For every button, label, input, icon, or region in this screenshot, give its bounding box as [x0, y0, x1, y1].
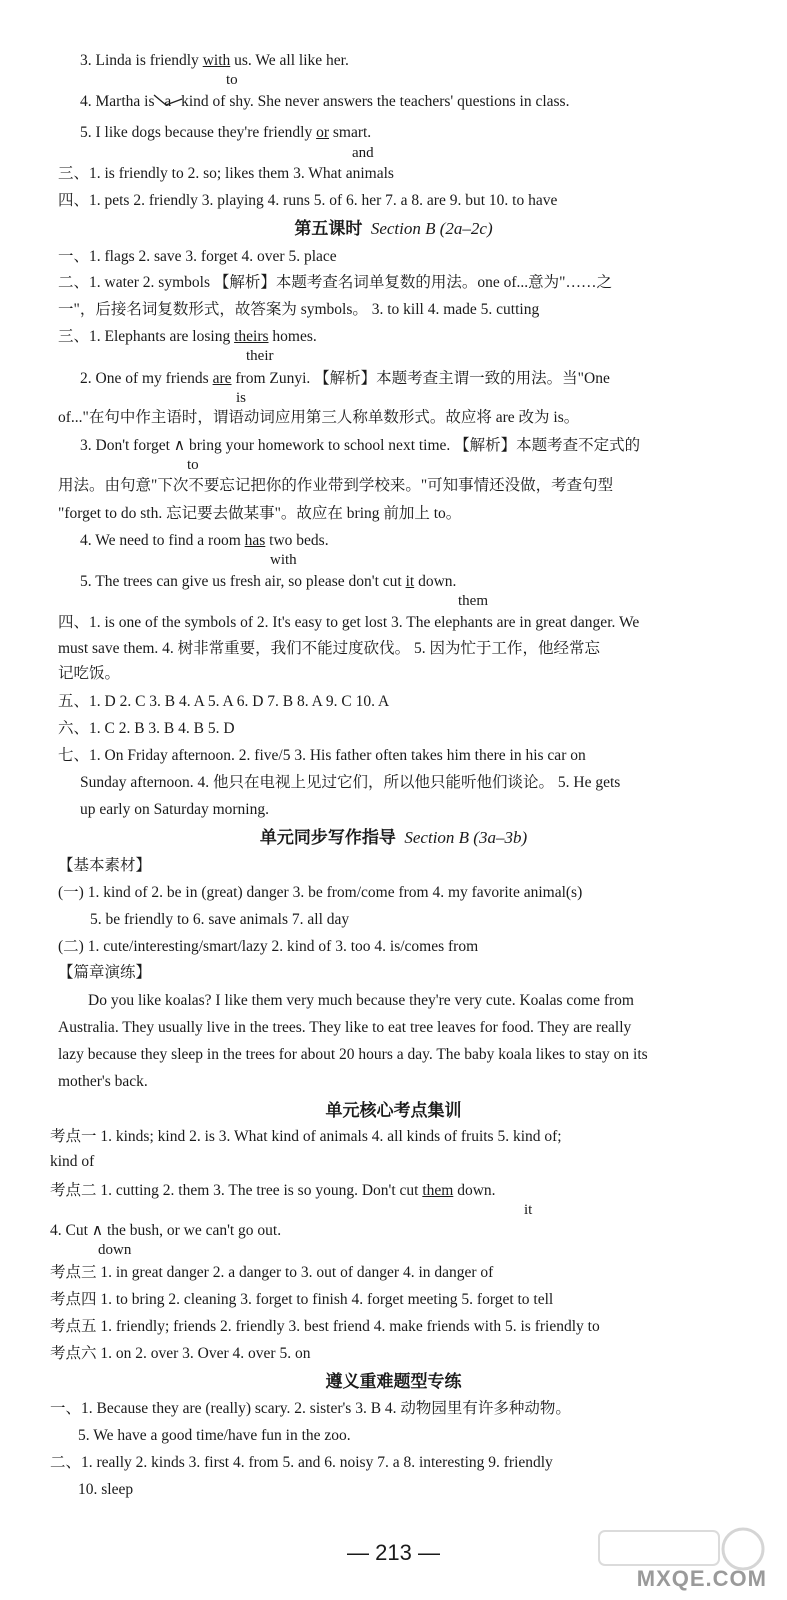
answer-line: of..."在句中作主语时，谓语动词应用第三人称单数形式。故应将 are 改为 is。: [58, 409, 580, 426]
answer-line: kind of: [50, 1153, 95, 1170]
line-text: from Zunyi. 【解析】本题考查主谓一致的用法。当"One: [235, 370, 610, 387]
line-text: us. We all like her.: [234, 52, 349, 69]
correction-word: it: [524, 1202, 533, 1218]
subsection-heading: 【基本素材】: [58, 857, 152, 874]
line-text: 4. Martha is: [80, 93, 155, 110]
deleted-word: a: [158, 93, 181, 110]
answer-line: must save them. 4. 树非常重要，我们不能过度砍伐。 5. 因为忙于工作，他经常忘: [58, 640, 601, 657]
line-text: 5. The trees can give us fresh air, so please don't cut: [80, 573, 402, 590]
answer-line: 考点四 1. to bring 2. cleaning 3. forget to finish 4. forget meeting 5. forget to tell: [50, 1291, 554, 1308]
answer-line: 3. Don't forget ∧ bring your homework to school next time. 【解析】本题考查不定式的: [80, 437, 641, 454]
answer-line: 一"，后接名词复数形式，故答案为 symbols。 3. to kill 4. made 5. cutting: [58, 301, 540, 318]
answer-line: 四、1. pets 2. friendly 3. playing 4. runs 5. of 6. her 7. a 8. are 9. but 10. to have: [58, 192, 558, 209]
answer-line: up early on Saturday morning.: [80, 801, 269, 818]
correction-word: and: [352, 145, 374, 161]
correction-word: with: [270, 552, 297, 568]
answer-line: 二、1. water 2. symbols 【解析】本题考查名词单复数的用法。one of...意为"……之: [58, 274, 612, 291]
answer-line: 考点五 1. friendly; friends 2. friendly 3. best friend 4. make friends with 5. is friendly to: [50, 1318, 600, 1335]
line-text: two beds.: [269, 532, 329, 549]
answer-line: [80, 52, 349, 70]
answer-line: 用法。由句意"下次不要忘记把你的作业带到学校来。"可知事情还没做，考查句型: [58, 477, 614, 494]
answer-line: 五、1. D 2. C 3. B 4. A 5. A 6. D 7. B 8. A 9. C 10. A: [58, 693, 390, 710]
error-word: has: [244, 532, 266, 549]
answer-line: 考点一 1. kinds; kind 2. is 3. What kind of animals 4. all kinds of fruits 5. kind of;: [50, 1128, 562, 1145]
line-text: 3. Linda is friendly: [80, 52, 199, 69]
answer-line: 七、1. On Friday afternoon. 2. five/5 3. His father often takes him there in his car on: [58, 747, 586, 764]
answer-line: 考点三 1. in great danger 2. a danger to 3. out of danger 4. in danger of: [50, 1264, 494, 1281]
section-title: 单元同步写作指导 Section B (3a–3b): [259, 828, 528, 847]
answer-line: [80, 370, 610, 388]
page-number: — 213 —: [347, 1540, 440, 1565]
essay-line: Do you like koalas? I like them very much because they're very cute. Koalas come from: [88, 992, 634, 1009]
watermark-text: MXQE.COM: [636, 1566, 767, 1591]
answer-line: 5. We have a good time/have fun in the zoo.: [78, 1427, 351, 1444]
correction-word: is: [236, 390, 247, 406]
answer-line: Sunday afternoon. 4. 他只在电视上见过它们，所以他只能听他们谈论。 5. He gets: [80, 774, 621, 791]
answer-line: 一、1. Because they are (really) scary. 2. sister's 3. B 4. 动物园里有许多种动物。: [50, 1400, 571, 1417]
answer-line: 记吃饭。: [58, 665, 121, 682]
answer-line: [58, 328, 317, 346]
error-word: are: [212, 370, 232, 387]
answer-line: 10. sleep: [78, 1481, 134, 1498]
error-word: or: [316, 124, 329, 141]
section-title: 单元核心考点集训: [325, 1101, 462, 1120]
deletion-mark-icon: [152, 91, 186, 111]
line-text: homes.: [272, 328, 317, 345]
answer-line: "forget to do sth. 忘记要去做某事"。故应在 bring 前加上 to。: [58, 505, 462, 522]
answer-line: 考点六 1. on 2. over 3. Over 4. over 5. on: [50, 1345, 311, 1362]
error-word: theirs: [234, 328, 269, 345]
answer-line: 一、1. flags 2. save 3. forget 4. over 5. place: [58, 248, 337, 265]
error-word: them: [422, 1182, 454, 1199]
line-text: 4. We need to find a room: [80, 532, 241, 549]
answer-line: [50, 1182, 496, 1200]
answer-line: 六、1. C 2. B 3. B 4. B 5. D: [58, 720, 235, 737]
line-text: 三、1. Elephants are losing: [58, 328, 231, 345]
essay-line: Australia. They usually live in the trees. They like to eat tree leaves for food. They are really: [58, 1019, 632, 1036]
essay-line: lazy because they sleep in the trees for about 20 hours a day. The baby koala likes to stay on its: [58, 1046, 648, 1063]
line-text: smart.: [332, 124, 372, 141]
error-word: it: [405, 573, 415, 590]
section-title: 遵义重难题型专练: [325, 1372, 462, 1391]
answer-line: (一) 1. kind of 2. be in (great) danger 3. be from/come from 4. my favorite animal(s): [58, 884, 583, 901]
answer-line: 二、1. really 2. kinds 3. first 4. from 5. and 6. noisy 7. a 8. interesting 9. friendly: [50, 1454, 553, 1471]
correction-word: them: [458, 593, 488, 609]
line-text: down.: [418, 573, 457, 590]
section-title: 第五课时 Section B (2a–2c): [294, 219, 493, 238]
answer-line: 四、1. is one of the symbols of 2. It's easy to get lost 3. The elephants are in great danger. We: [58, 614, 640, 631]
correction-word: to: [187, 457, 199, 473]
essay-line: mother's back.: [58, 1073, 148, 1090]
line-text: 5. I like dogs because they're friendly: [80, 124, 313, 141]
answer-line: [80, 573, 456, 591]
correction-word: down: [98, 1242, 132, 1258]
answer-line: 4. Cut ∧ the bush, or we can't go out.: [50, 1222, 282, 1239]
line-text: down.: [457, 1182, 496, 1199]
answer-line: [80, 124, 371, 142]
answer-line: [80, 93, 569, 111]
answer-line: (二) 1. cute/interesting/smart/lazy 2. kind of 3. too 4. is/comes from: [58, 938, 479, 955]
error-word: with: [202, 52, 231, 69]
answer-line: 三、1. is friendly to 2. so; likes them 3. What animals: [58, 165, 394, 182]
line-text: kind of shy. She never answers the teachers' questions in class.: [181, 93, 570, 110]
line-text: 考点二 1. cutting 2. them 3. The tree is so young. Don't cut: [50, 1182, 419, 1199]
correction-word: to: [226, 72, 238, 88]
line-text: 2. One of my friends: [80, 370, 209, 387]
subsection-heading: 【篇章演练】: [58, 964, 152, 981]
answer-line: 5. be friendly to 6. save animals 7. all day: [90, 911, 350, 928]
answer-line: [80, 532, 329, 550]
correction-word: their: [246, 348, 274, 364]
